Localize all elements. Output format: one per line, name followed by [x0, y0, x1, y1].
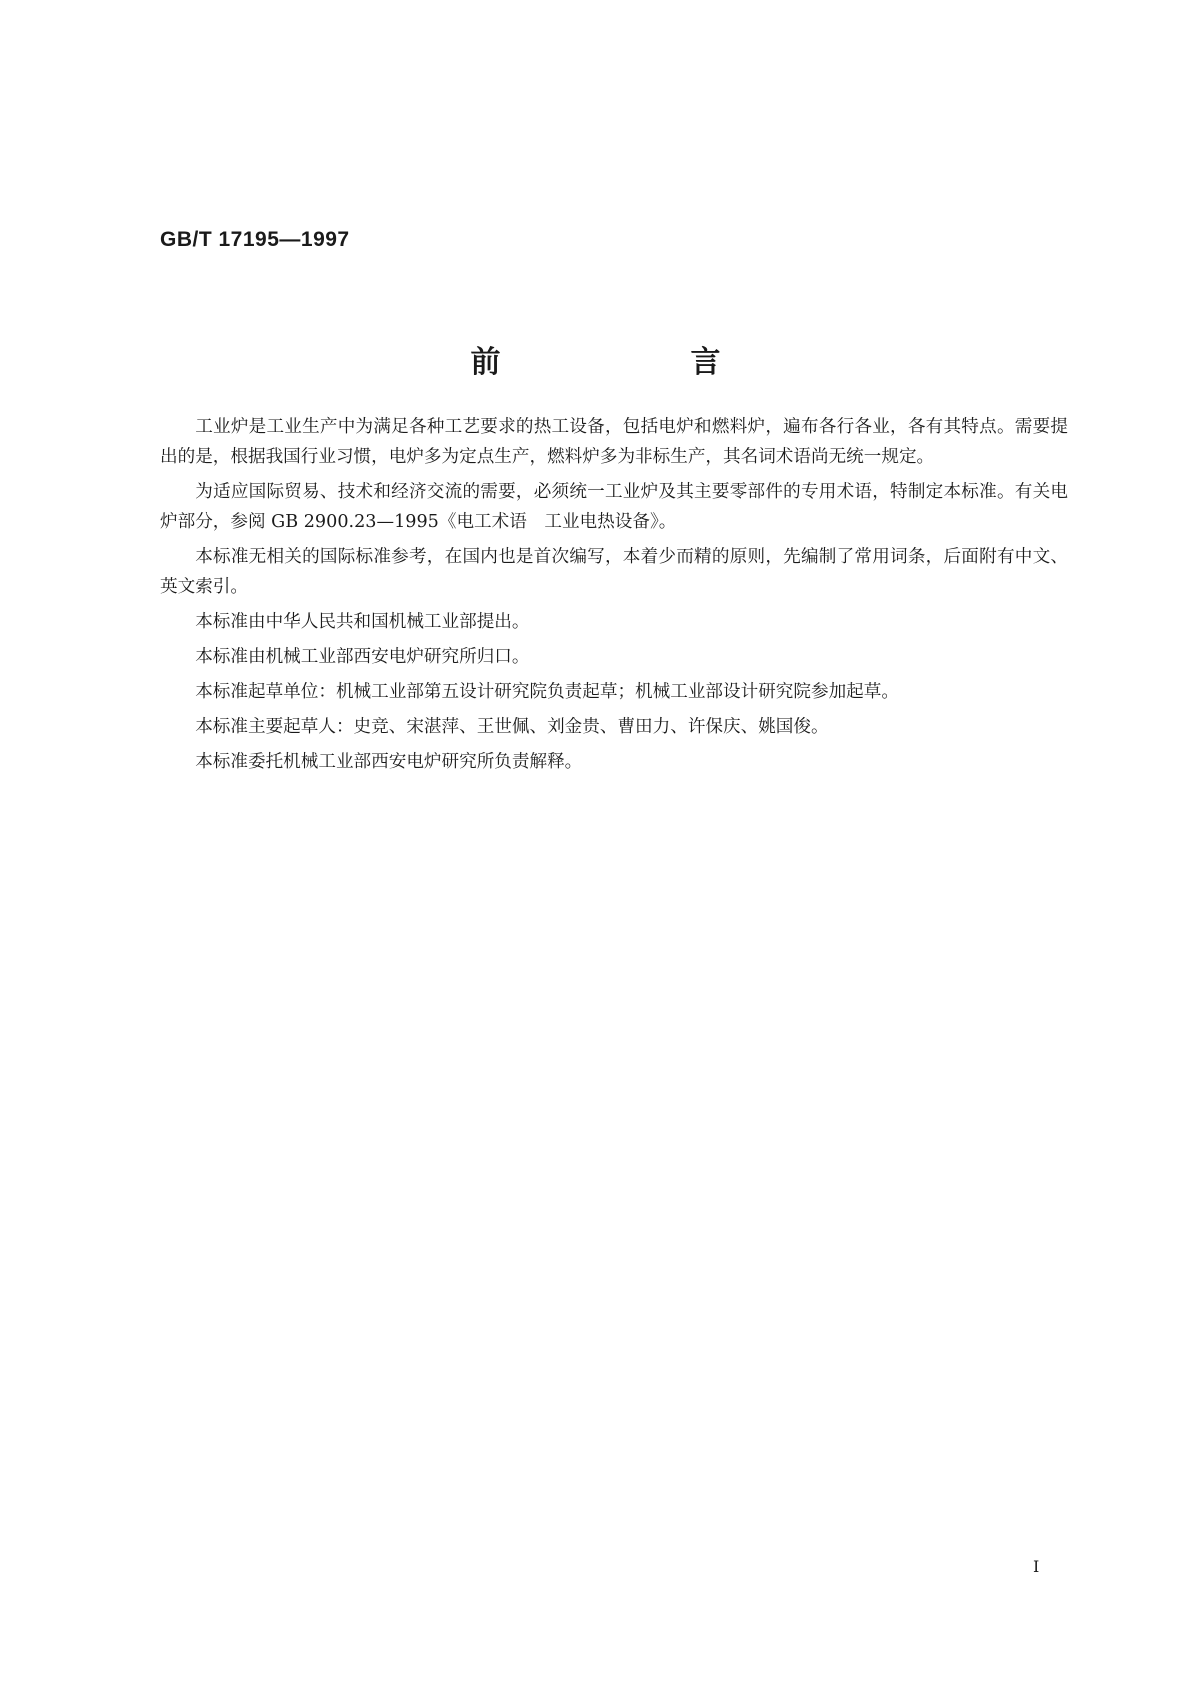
paragraph: 本标准起草单位：机械工业部第五设计研究院负责起草；机械工业部设计研究院参加起草。: [195, 682, 899, 702]
paragraph: 为适应国际贸易、技术和经济交流的需要，必须统一工业炉及其主要零部件的专用术语，特制定本标准。有关电炉部分，参阅 GB 2900.23—1995《电工术语 工业电热设备》。: [160, 482, 1068, 532]
paragraph: 本标准由机械工业部西安电炉研究所归口。: [195, 647, 530, 667]
paragraph: 工业炉是工业生产中为满足各种工艺要求的热工设备，包括电炉和燃料炉，遍布各行各业，各有其特点。需要提出的是，根据我国行业习惯，电炉多为定点生产，燃料炉多为非标生产，其名词术语尚无统一规定。: [160, 417, 1068, 467]
standard-number: GB/T 17195—1997: [160, 228, 350, 251]
paragraph: 本标准由中华人民共和国机械工业部提出。: [195, 612, 530, 632]
paragraph: 本标准无相关的国际标准参考，在国内也是首次编写，本着少而精的原则，先编制了常用词条，后面附有中文、英文索引。: [160, 547, 1068, 597]
page-title: 前 言: [470, 345, 801, 380]
paragraph: 本标准委托机械工业部西安电炉研究所负责解释。: [195, 752, 583, 772]
page-number: I: [1033, 1557, 1040, 1576]
foreword-body: [160, 412, 1068, 782]
paragraph: 本标准主要起草人：史竞、宋湛萍、王世佩、刘金贵、曹田力、许保庆、姚国俊。: [195, 717, 829, 737]
